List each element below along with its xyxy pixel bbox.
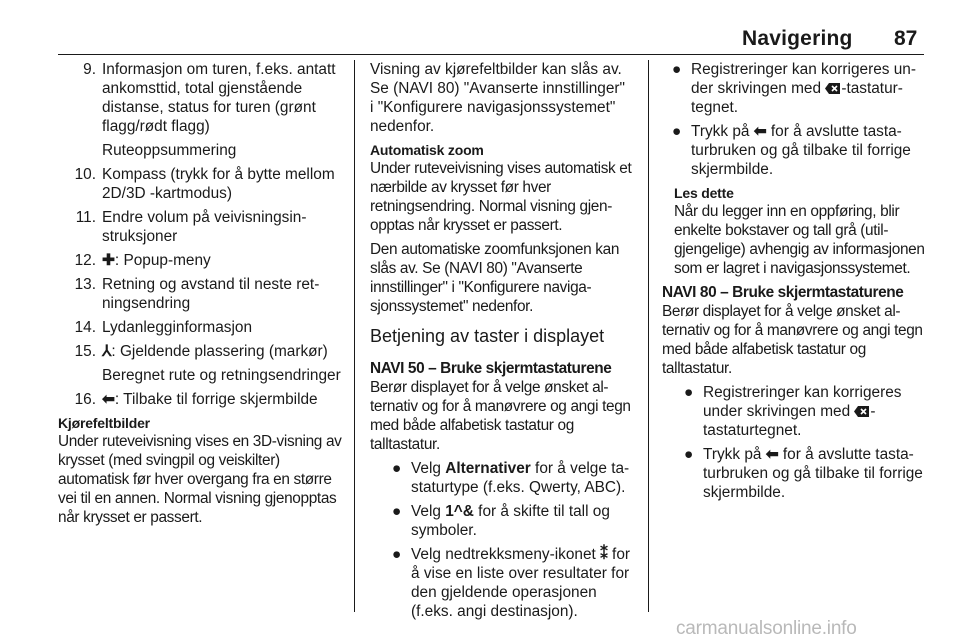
page-title: Navigering (742, 27, 853, 50)
bullet-item: ● Registreringer kan korrigeres under skrivingen med -tastaturtegnet. (684, 384, 902, 439)
bullet-icon: ● (684, 384, 694, 401)
subheading: NAVI 50 – Bruke skjermtastaturene (370, 360, 612, 377)
bullet-icon: ● (684, 446, 694, 463)
bullet-icon: ● (392, 503, 402, 520)
bullet-item: ● Trykk på ⬅ for å avslutte tastaturbruken og gå tilbake til forrige skjermbilde. (672, 123, 911, 178)
column-3 (662, 60, 926, 507)
list-item: 15. ⅄: Gjeldende plassering (markør) (74, 343, 328, 360)
header-rule (58, 54, 924, 55)
list-item: 12. ✚: Popup-meny (74, 252, 211, 269)
bullet-icon: ● (672, 61, 682, 78)
back-arrow-icon: ⬅ (102, 391, 115, 408)
note-body: Når du legger inn en oppføring, blir enkelte bokstaver og tall grå (utilgjengelige) avhengig av informasjonen som er lagret i navigasjonssystemet. (674, 203, 925, 277)
bullet-item: ● Velg 1^& for å skifte til tall og symboler. (392, 503, 610, 539)
paragraph: Visning av kjørefeltbilder kan slås av. Se (NAVI 80) "Avanserte innstillinger" i "Konfigurere navigasjonssystemet" nedenfor. (370, 61, 626, 135)
watermark: carmanualsonline.info (676, 618, 857, 639)
note-box (662, 184, 926, 278)
delete-key-icon (825, 83, 840, 94)
paragraph: Under ruteveivisning vises en 3D-visning av krysset (med svingpil og veiskilter) automatisk før hver overgang fra en større vei til en annen. Normal visning gjenopptas når krysset er passert. (58, 433, 342, 526)
list-item-sub: Ruteoppsummering (102, 142, 237, 159)
bullet-icon: ● (392, 546, 402, 563)
bullet-icon: ● (392, 460, 402, 477)
delete-key-icon (854, 406, 869, 417)
bullet-item: ● Trykk på ⬅ for å avslutte tastaturbruken og gå tilbake til forrige skjermbilde. (684, 446, 923, 501)
dropdown-menu-icon: ⁑ (600, 546, 608, 563)
paragraph: Berør displayet for å velge ønsket alternativ og for å manøvrere og angi tegn med både alfabetisk tastatur og talltastatur. (370, 379, 631, 453)
page-number: 87 (894, 27, 918, 50)
list-item: 9. Informasjon om turen, f.eks. antatt ankomsttid, total gjenstående distanse, status for turen (grønt flagg/rødt flagg) (83, 61, 336, 135)
list-item: 13. Retning og avstand til neste retningsendring (74, 276, 320, 312)
note-heading: Les dette (674, 185, 734, 201)
bullet-item: ● Velg Alternativer for å velge tastaturtype (f.eks. Qwerty, ABC). (392, 460, 630, 496)
page-header (0, 0, 960, 56)
list-item: 16. ⬅: Tilbake til forrige skjermbilde (74, 391, 318, 408)
column-divider (354, 60, 355, 612)
bullet-item: ● Velg nedtrekksmeny-ikonet ⁑ for å vise en liste over resultater for den gjeldende operasjonen (f.eks. angi destinasjon). (392, 546, 631, 620)
column-2 (370, 60, 632, 626)
list-item: 11. Endre volum på veivisningsinstruksjoner (75, 209, 307, 245)
column-1 (58, 60, 346, 532)
back-arrow-icon: ⬅ (753, 123, 767, 140)
list-item-sub: Beregnet rute og retningsendringer (102, 367, 341, 384)
paragraph: Den automatiske zoomfunksjonen kan slås av. Se (NAVI 80) "Avanserte innstillinger" i "Konfigurere navigasjonssystemet" nedenfor. (370, 241, 620, 315)
plus-icon: ✚ (102, 252, 115, 269)
subheading: NAVI 80 – Bruke skjermtastaturene (662, 284, 904, 301)
bullet-icon: ● (672, 123, 682, 140)
bullet-item: ● Registreringer kan korrigeres under skrivingen med -tastaturtegnet. (672, 61, 916, 116)
back-arrow-icon: ⬅ (765, 446, 779, 463)
position-marker-icon: ⅄ (102, 343, 112, 360)
subheading: Kjørefeltbilder (58, 415, 150, 431)
section-title: Betjening av taster i displayet (370, 326, 605, 346)
subheading: Automatisk zoom (370, 142, 484, 158)
paragraph: Under ruteveivisning vises automatisk et nærbilde av krysset før hver retningsendring. Normal visning gjenopptas når krysset er passert. (370, 160, 632, 234)
list-item: 10. Kompass (trykk for å bytte mellom 2D/3D -kartmodus) (74, 166, 335, 202)
paragraph: Berør displayet for å velge ønsket alternativ og for å manøvrere og angi tegn med både alfabetisk tastatur og talltastatur. (662, 303, 923, 377)
list-item: 14. Lydanlegginformasjon (74, 319, 253, 336)
column-divider (648, 60, 649, 612)
